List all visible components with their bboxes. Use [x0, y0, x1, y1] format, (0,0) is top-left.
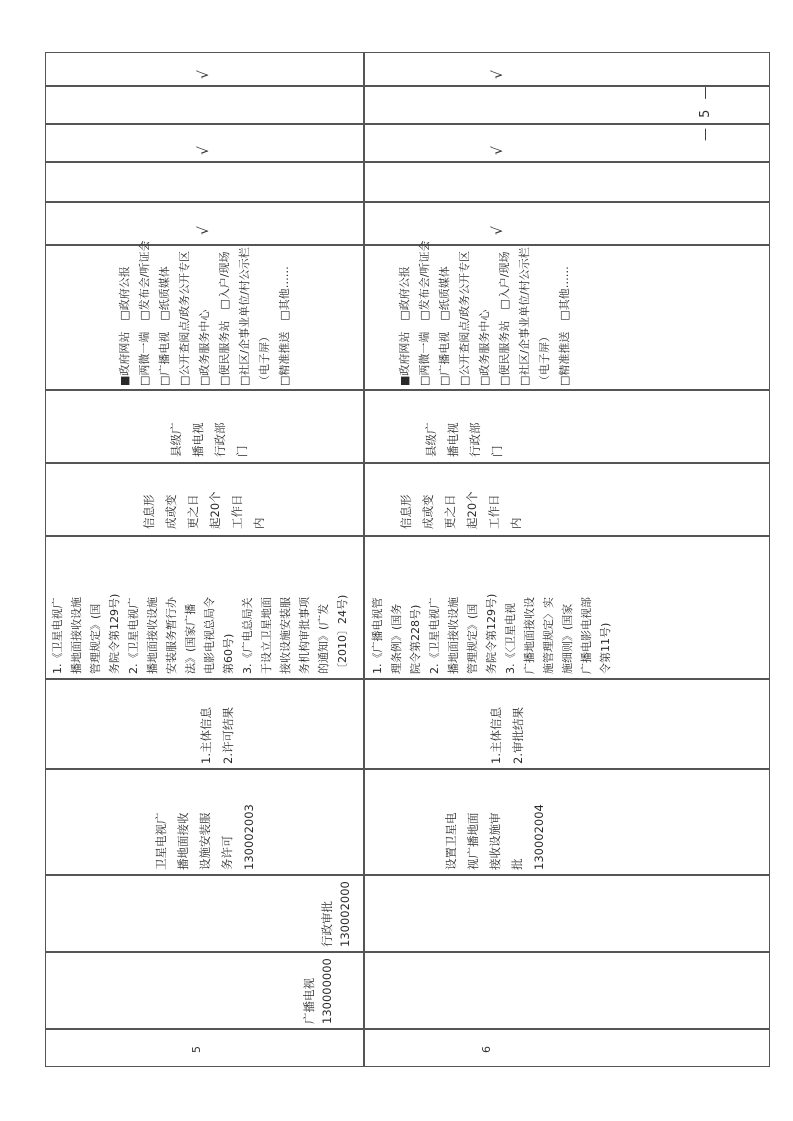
row-6-basis: 1.《广播电视管 理条例》(国务 院令第228号) 2.《卫星电视广 播地面接收设施 管理规定》(国 务院令第129号) 3.《〈卫星电视 广播地面接收设 施管理规定〉实 施细则》(国家 广播电影电视部 令第11号): [371, 593, 612, 674]
row-5-number: 5: [190, 1046, 203, 1053]
row-6-check-3: √: [490, 70, 506, 79]
col-mark-4: [45, 86, 770, 124]
row-5-channels: ■政府网站 □政府公报 □两微一端 □发布会/听证会 □广播电视 □纸质媒体 □公开查阅点/政务公开专区 □政务服务中心 □便民服务站 □入户/现场 □社区/企事业单位/村公示栏 （电子屏） □精准推送 □其他……: [118, 240, 291, 386]
col-category: [45, 952, 770, 1029]
col-sub-category: [45, 875, 770, 952]
row-6-time: 信息形 成或变 更之日 起20个 工作日 内: [399, 491, 523, 529]
col-mark-3: [45, 124, 770, 162]
col-subject: [45, 390, 770, 463]
row-5-check-1: √: [196, 226, 212, 235]
col-no: [45, 1029, 770, 1067]
row-5-sub-category: 行政审批 130002000: [320, 881, 352, 947]
row-6-item: 设置卫星电 视广播地面 接收设施审 批 130002004: [444, 804, 546, 870]
row-5-subject: 县级广 播电视 行政部 门: [169, 422, 249, 457]
row-5-category: 广播电视 130000000: [302, 958, 334, 1024]
row-6-content: 1.主体信息 2.审批结果: [489, 707, 525, 764]
row-6-check-2: √: [490, 146, 506, 155]
row-6-channels: ■政府网站 □政府公报 □两微一端 □发布会/听证会 □广播电视 □纸质媒体 □公开查阅点/政务公开专区 □政务服务中心 □便民服务站 □入户/现场 □社区/企事业单位/村公示栏 （电子屏） □精准推送 □其他……: [398, 240, 571, 386]
col-mark-1: [45, 202, 770, 245]
row-5-basis: 1.《卫星电视广 播地面接收设施 管理规定》(国 务院令第129号) 2.《卫星电视广 播地面接收设施 安装服务暂行办 法》(国家广播 电影电视总局令 第60号) 3.《广电总局关 于设立卫星地面 接收设施安装服 务机构审批事项 的通知》(广发 〔2010〕24号): [51, 593, 349, 674]
row-5-check-3: √: [196, 70, 212, 79]
row-5-content: 1.主体信息 2.许可结果: [199, 707, 235, 764]
row-6-number: 6: [480, 1046, 493, 1053]
col-mark-2: [45, 162, 770, 202]
col-mark-5: [45, 52, 770, 86]
row-5-time: 信息形 成或变 更之日 起20个 工作日 内: [142, 491, 266, 529]
row-6-check-1: √: [490, 226, 506, 235]
row-5-check-2: √: [196, 146, 212, 155]
row-5-item: 卫星电视广 播地面接收 设施安装服 务许可 130002003: [154, 804, 256, 870]
col-content: [45, 679, 770, 769]
page-number: — 5 —: [698, 83, 713, 141]
row-6-subject: 县级广 播电视 行政部 门: [424, 422, 504, 457]
